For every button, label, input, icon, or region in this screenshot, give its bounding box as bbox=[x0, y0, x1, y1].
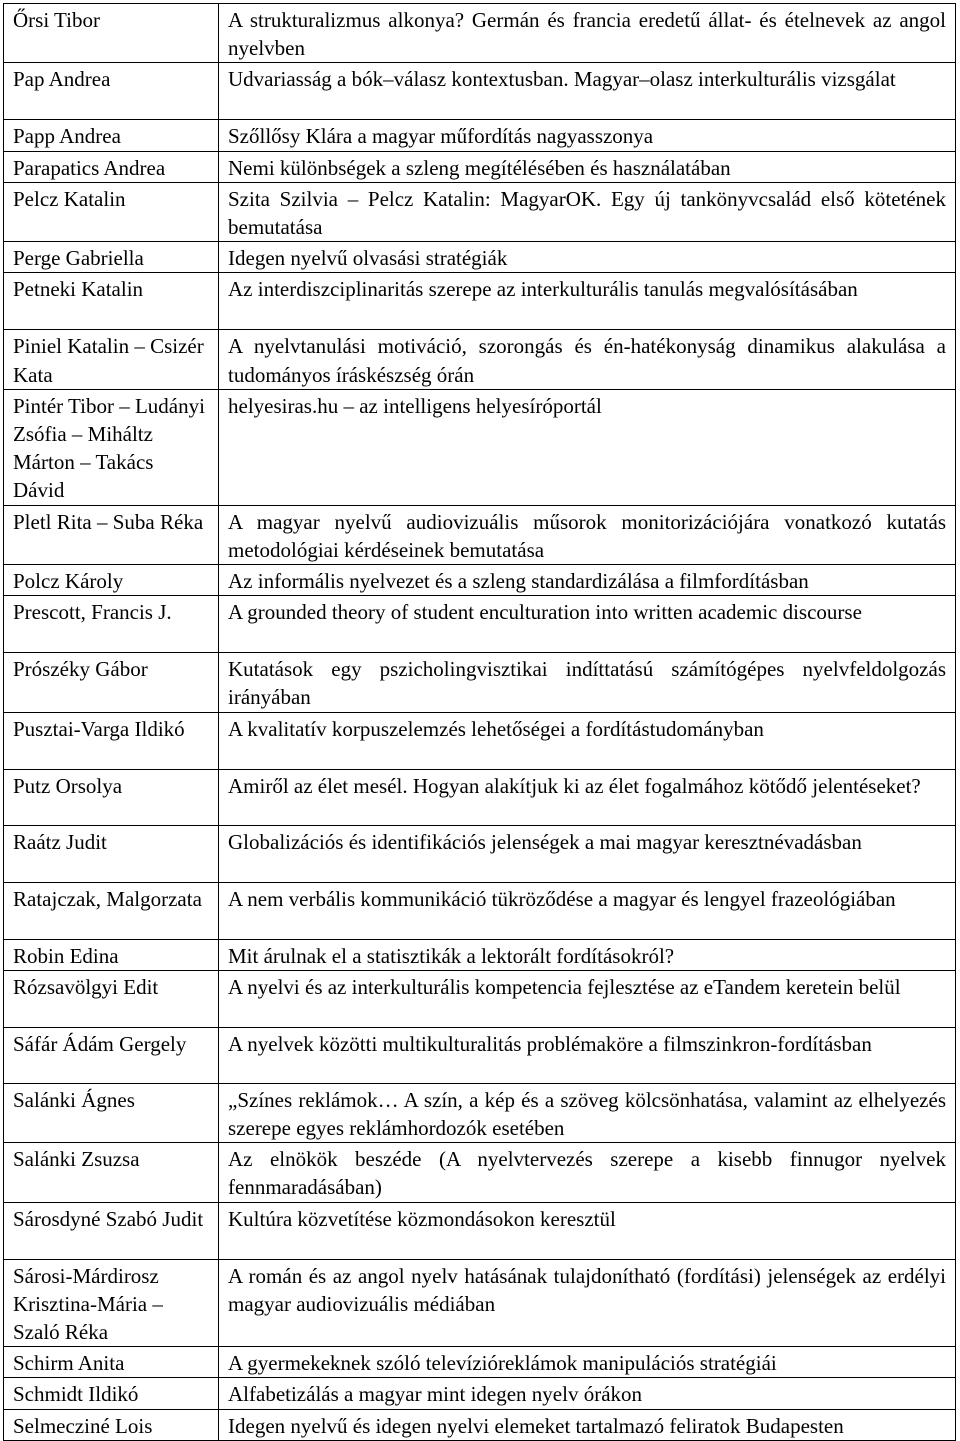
talk-title: A román és az angol nyelv hatásának tulajdonítható (fordítási) jelenségek az erdélyi magyar audiovizuális médiában bbox=[219, 1259, 956, 1347]
talk-title bbox=[219, 970, 956, 1027]
presenter-name: Raátz Judit bbox=[4, 825, 219, 882]
talk-title: A grounded theory of student enculturation into written academic discourse bbox=[219, 596, 956, 653]
table-row bbox=[4, 1347, 956, 1378]
presenter-name: Polcz Károly bbox=[4, 565, 219, 596]
table-row bbox=[4, 151, 956, 182]
talk-title-part: A nyelvi és az interkulturális kompetencia fejlesztése az eTandem keretein belül bbox=[228, 974, 901, 999]
talk-title: A nem verbális kommunikáció tükröződése a magyar és lengyel frazeológiában bbox=[219, 882, 956, 939]
presenter-name: Rózsavölgyi Edit bbox=[4, 970, 219, 1027]
talk-title: Az informális nyelvezet és a szleng standardizálása a filmfordításban bbox=[219, 565, 956, 596]
presenter-name: Pintér Tibor – Ludányi Zsófia – Miháltz Márton – Takács Dávid bbox=[4, 389, 219, 505]
talk-title: Udvariasság a bók–válasz kontextusban. Magyar–olasz interkulturális vizsgálat bbox=[219, 63, 956, 120]
talk-title: Kutatások egy pszicholingvisztikai indíttatású számítógépes nyelvfeldolgozás irányában bbox=[219, 653, 956, 712]
talk-title: Szita Szilvia – Pelcz Katalin: MagyarOK. Egy új tankönyvcsalád első kötetének bemutatása bbox=[219, 182, 956, 241]
talk-title: A strukturalizmus alkonya? Germán és francia eredetű állat- és ételnevek az angol nyelvben bbox=[219, 4, 956, 63]
talk-title: Az elnökök beszéde (A nyelvtervezés szerepe a kisebb finnugor nyelvek fennmaradásában) bbox=[219, 1143, 956, 1202]
presenter-name: Selmecziné Lois bbox=[4, 1409, 219, 1440]
table-row bbox=[4, 120, 956, 151]
talk-title: Nemi különbségek a szleng megítélésében és használatában bbox=[219, 151, 956, 182]
talk-title: A magyar nyelvű audiovizuális műsorok monitorizációjára vonatkozó kutatás metodológiai kérdéseinek bemutatása bbox=[219, 505, 956, 564]
presenter-name: Schmidt Ildikó bbox=[4, 1378, 219, 1409]
presenter-name: Sárosi-Márdirosz Krisztina-Mária – Szaló Réka bbox=[4, 1259, 219, 1347]
table-row bbox=[4, 712, 956, 769]
table-row bbox=[4, 1143, 956, 1202]
table-row bbox=[4, 653, 956, 712]
talk-title: Alfabetizálás a magyar mint idegen nyelv órákon bbox=[219, 1378, 956, 1409]
presenter-name: Őrsi Tibor bbox=[4, 4, 219, 63]
presenter-name: Prószéky Gábor bbox=[4, 653, 219, 712]
table-row bbox=[4, 825, 956, 882]
presenter-name: Prescott, Francis J. bbox=[4, 596, 219, 653]
table-row bbox=[4, 182, 956, 241]
talk-title: A nyelvtanulási motiváció, szorongás és én-hatékonyság dinamikus alakulása a tudományos íráskészség órán bbox=[219, 330, 956, 389]
presenter-name: Robin Edina bbox=[4, 939, 219, 970]
table-row bbox=[4, 1259, 956, 1347]
table-row bbox=[4, 242, 956, 273]
presenter-name: Putz Orsolya bbox=[4, 769, 219, 825]
presenter-name: Salánki Zsuzsa bbox=[4, 1143, 219, 1202]
table-row bbox=[4, 1378, 956, 1409]
presenter-name: Pletl Rita – Suba Réka bbox=[4, 505, 219, 564]
talk-title: A gyermekeknek szóló televízióreklámok manipulációs stratégiái bbox=[219, 1347, 956, 1378]
presenter-name: Salánki Ágnes bbox=[4, 1083, 219, 1142]
presenter-name: Petneki Katalin bbox=[4, 273, 219, 330]
presenter-table bbox=[3, 3, 956, 1441]
presenter-name: Pelcz Katalin bbox=[4, 182, 219, 241]
talk-title: A kvalitatív korpuszelemzés lehetőségei a fordítástudományban bbox=[219, 712, 956, 769]
presenter-name: Schirm Anita bbox=[4, 1347, 219, 1378]
talk-title: Globalizációs és identifikációs jelenségek a mai magyar keresztnévadásban bbox=[219, 825, 956, 882]
presenter-name: Piniel Katalin – Csizér Kata bbox=[4, 330, 219, 389]
talk-title: helyesiras.hu – az intelligens helyesíróportál bbox=[219, 389, 956, 505]
presenter-name: Pap Andrea bbox=[4, 63, 219, 120]
presenter-name: Sárosdyné Szabó Judit bbox=[4, 1202, 219, 1259]
table-row bbox=[4, 1202, 956, 1259]
table-row bbox=[4, 769, 956, 825]
table-row bbox=[4, 505, 956, 564]
presenter-name: Pusztai-Varga Ildikó bbox=[4, 712, 219, 769]
talk-title: Idegen nyelvű és idegen nyelvi elemeket tartalmazó feliratok Budapesten bbox=[219, 1409, 956, 1440]
talk-title: Szőllősy Klára a magyar műfordítás nagyasszonya bbox=[219, 120, 956, 151]
table-row bbox=[4, 565, 956, 596]
table-row bbox=[4, 596, 956, 653]
talk-title: A nyelvek közötti multikulturalitás problémaköre a filmszinkron-fordításban bbox=[219, 1027, 956, 1083]
presenter-name: Parapatics Andrea bbox=[4, 151, 219, 182]
table-row bbox=[4, 63, 956, 120]
talk-title: Az interdiszciplinaritás szerepe az interkulturális tanulás megvalósításában bbox=[219, 273, 956, 330]
presenter-table-body bbox=[4, 4, 956, 1441]
table-row bbox=[4, 882, 956, 939]
presenter-name: Ratajczak, Malgorzata bbox=[4, 882, 219, 939]
table-row bbox=[4, 389, 956, 505]
talk-title: Kultúra közvetítése közmondásokon keresztül bbox=[219, 1202, 956, 1259]
table-row bbox=[4, 1083, 956, 1142]
table-row bbox=[4, 1027, 956, 1083]
presenter-name: Perge Gabriella bbox=[4, 242, 219, 273]
presenter-name: Papp Andrea bbox=[4, 120, 219, 151]
table-row bbox=[4, 273, 956, 330]
table-row bbox=[4, 4, 956, 63]
table-row bbox=[4, 1409, 956, 1440]
table-row bbox=[4, 939, 956, 970]
talk-title: Amiről az élet mesél. Hogyan alakítjuk ki az élet fogalmához kötődő jelentéseket? bbox=[219, 769, 956, 825]
table-row bbox=[4, 970, 956, 1027]
talk-title: Idegen nyelvű olvasási stratégiák bbox=[219, 242, 956, 273]
table-row bbox=[4, 330, 956, 389]
talk-title: Mit árulnak el a statisztikák a lektorált fordításokról? bbox=[219, 939, 956, 970]
presenter-name: Sáfár Ádám Gergely bbox=[4, 1027, 219, 1083]
talk-title: „Színes reklámok… A szín, a kép és a szöveg kölcsönhatása, valamint az elhelyezés szerepe egyes reklámhordozók esetében bbox=[219, 1083, 956, 1142]
